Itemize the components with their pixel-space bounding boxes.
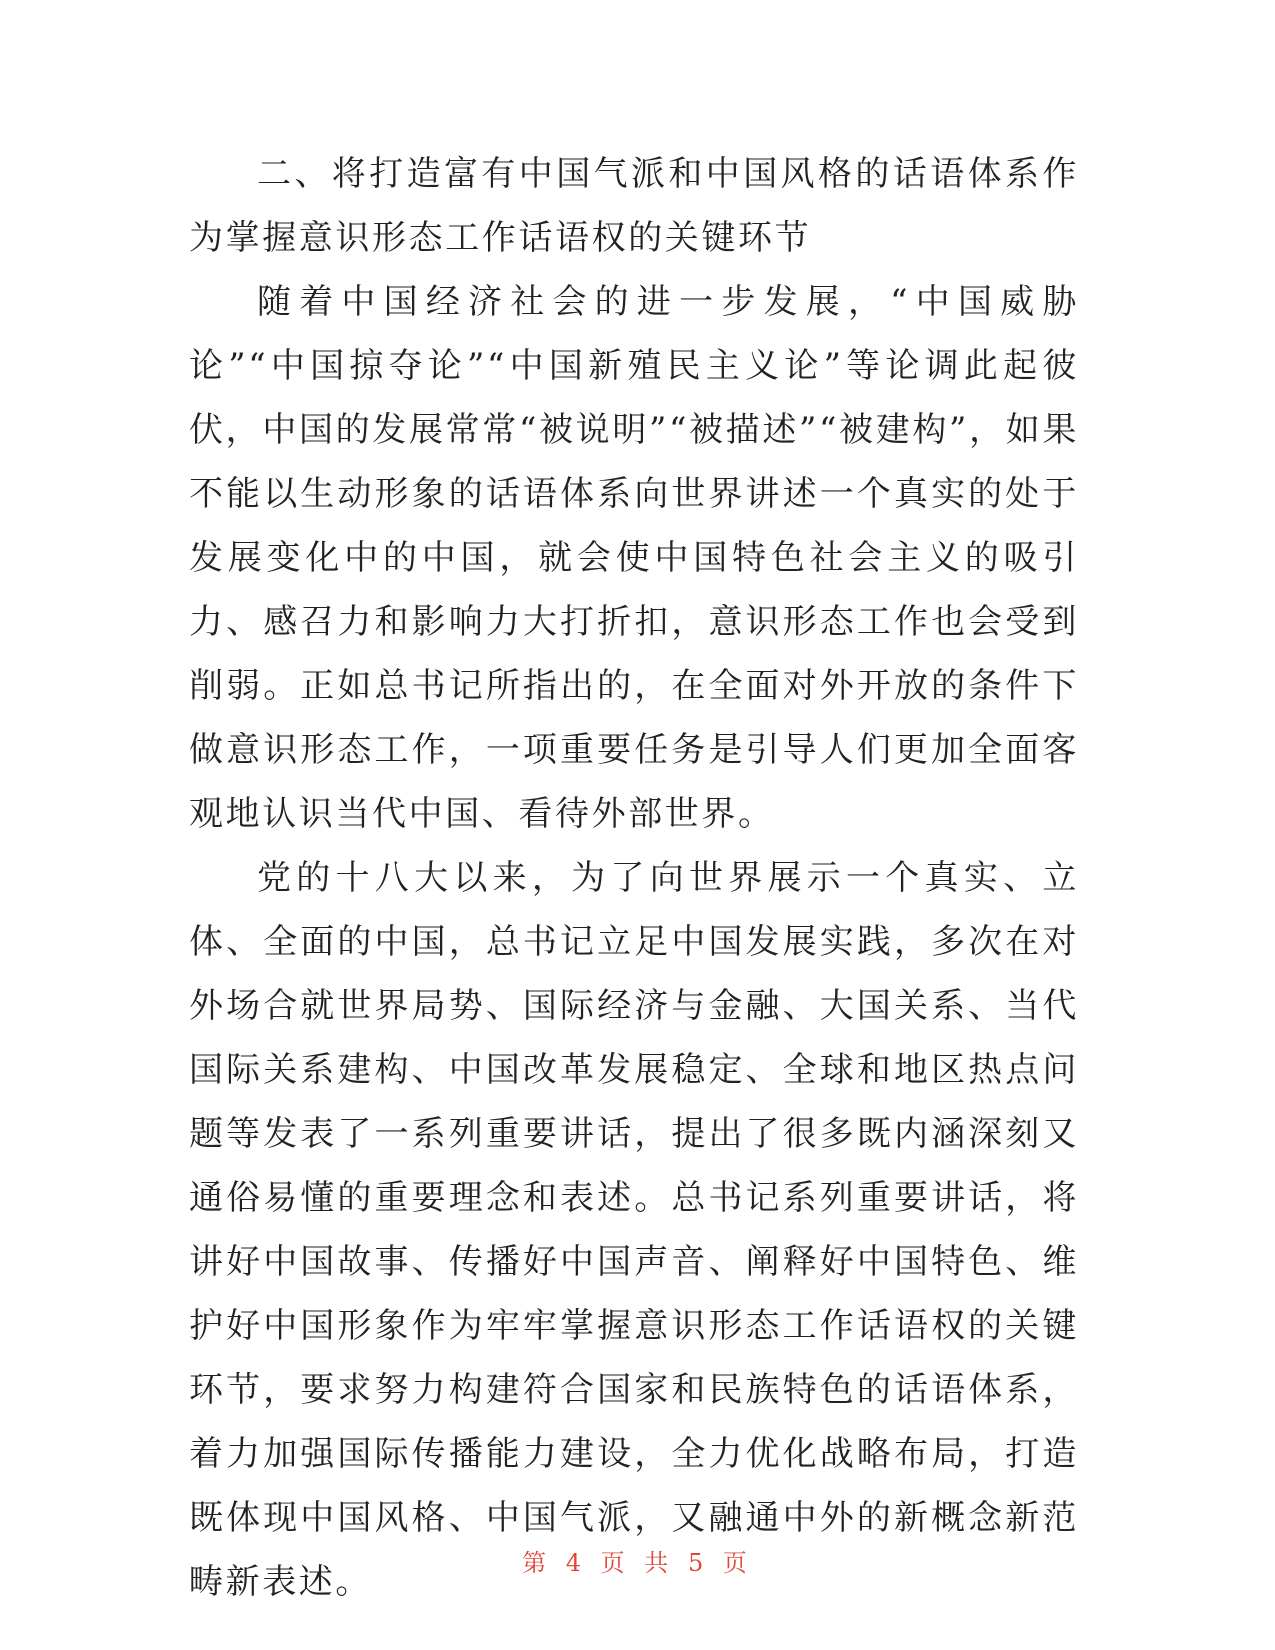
body-paragraph-1: 随着中国经济社会的进一步发展，“中国威胁论”“中国掠夺论”“中国新殖民主义论”等论调此起彼伏，中国的发展常常“被说明”“被描述”“被建构”，如果不能以生动形象的话语体系向世界讲述一个真实的处于发展变化中的中国，就会使中国特色社会主义的吸引力、感召力和影响力大打折扣，意识形态工作也会受到削弱。正如总书记所指出的，在全面对外开放的条件下做意识形态工作，一项重要任务是引导人们更加全面客观地认识当代中国、看待外部世界。: [189, 282, 1079, 834]
body-paragraph-2: 党的十八大以来，为了向世界展示一个真实、立体、全面的中国，总书记立足中国发展实践，多次在对外场合就世界局势、国际经济与金融、大国关系、当代国际关系建构、中国改革发展稳定、全球和地区热点问题等发表了一系列重要讲话，提出了很多既内涵深刻又通俗易懂的重要理念和表述。总书记系列重要讲话，将讲好中国故事、传播好中国声音、阐释好中国特色、维护好中国形象作为牢牢掌握意识形态工作话语权的关键环节，要求努力构建符合国家和民族特色的话语体系，着力加强国际传播能力建设，全力优化战略布局，打造既体现中国风格、中国气派，又融通中外的新概念新范畴新表述。: [189, 858, 1079, 1602]
section-heading: 二、将打造富有中国气派和中国风格的话语体系作为掌握意识形态工作话语权的关键环节: [189, 154, 1079, 258]
page-number-footer: 第 4 页 共 5 页: [522, 1549, 753, 1577]
document-body: [189, 142, 1079, 1614]
